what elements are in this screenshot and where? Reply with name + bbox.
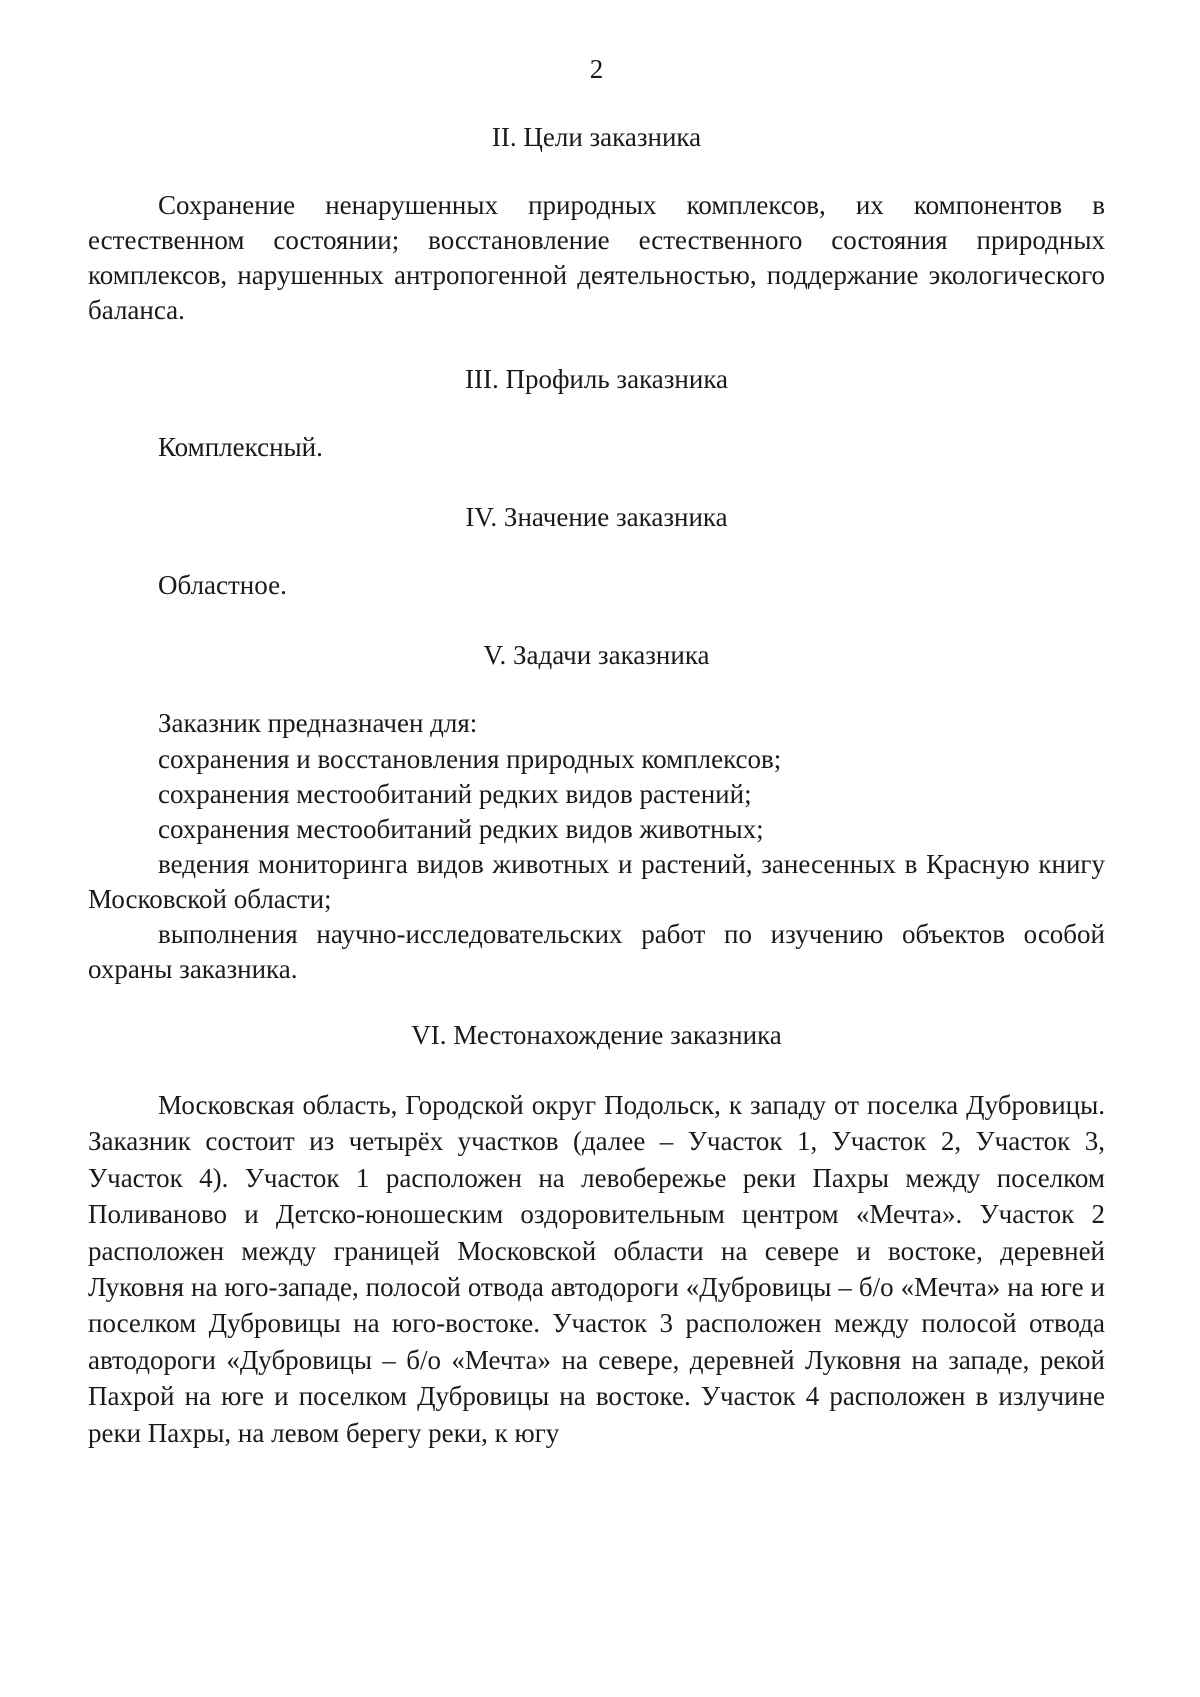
section-heading-significance: IV. Значение заказника — [465, 502, 728, 532]
section-text-goals: Сохранение ненарушенных природных комплексов, их компонентов в естественном состоянии; восстановление естественного состояния природных комплексов, нарушенных антропогенной деятельностью, поддержание экологического баланса. — [88, 190, 1105, 325]
section-text-location: Московская область, Городской округ Подольск, к западу от поселка Дубровицы. Заказник состоит из четырёх участков (далее – Участок 1, Участок 2, Участок 3, Участок 4). Участок 1 расположен на левобережье реки Пахры между поселком Поливаново и Детско-юношеским оздоровительным центром «Мечта». Участок 2 расположен между границей Московской области на севере и востоке, деревней Луковня на юго-западе, полосой отвода автодороги «Дубровицы – б/о «Мечта» на юге и поселком Дубровицы на юго-востоке. Участок 3 расположен между полосой отвода автодороги «Дубровицы – б/о «Мечта» на севере, деревней Луковня на западе, рекой Пахрой на юге и поселком Дубровицы на востоке. Участок 4 расположен в излучине реки Пахры, на левом берегу реки, к югу — [88, 1090, 1105, 1448]
tasks-item: выполнения научно-исследовательских работ по изучению объектов особой охраны заказника. — [88, 919, 1105, 984]
tasks-item: сохранения местообитаний редких видов растений; — [158, 779, 752, 809]
tasks-intro: Заказник предназначен для: — [158, 708, 478, 738]
section-heading-location: VI. Местонахождение заказника — [411, 1020, 782, 1050]
section-heading-goals: II. Цели заказника — [491, 122, 702, 152]
tasks-item: ведения мониторинга видов животных и растений, занесенных в Красную книгу Московской области; — [88, 849, 1105, 914]
section-text-profile: Комплексный. — [158, 432, 323, 462]
tasks-item: сохранения и восстановления природных комплексов; — [158, 744, 782, 774]
tasks-item: сохранения местообитаний редких видов животных; — [158, 814, 764, 844]
page-number: 2 — [589, 54, 604, 84]
section-heading-tasks: V. Задачи заказника — [483, 640, 710, 670]
section-text-significance: Областное. — [158, 570, 287, 600]
document-page — [88, 0, 1105, 1697]
section-heading-profile: III. Профиль заказника — [464, 364, 729, 394]
